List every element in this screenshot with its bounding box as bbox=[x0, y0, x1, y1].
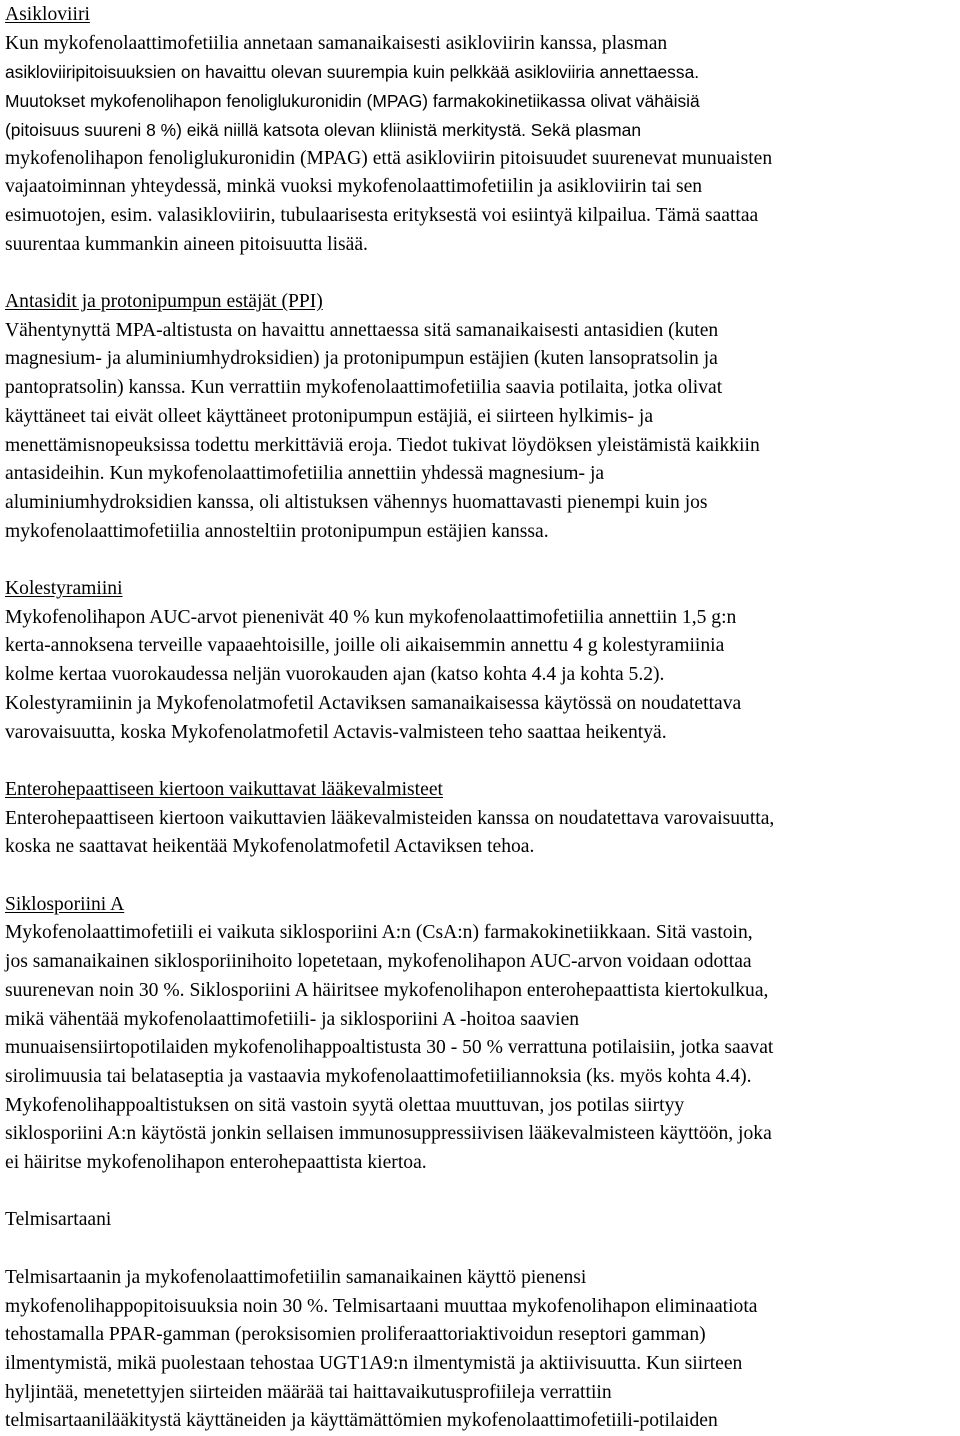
section-asikloviiri bbox=[5, 1, 957, 259]
paragraph-line: Kun mykofenolaattimofetiilia annetaan samanaikaisesti asikloviirin kanssa, plasman bbox=[5, 32, 668, 54]
paragraph-line: suurentaa kummankin aineen pitoisuutta lisää. bbox=[5, 233, 368, 255]
paragraph-line: kolme kertaa vuorokaudessa neljän vuorokauden ajan (katso kohta 4.4 ja kohta 5.2). bbox=[5, 664, 665, 686]
paragraph-line: vajaatoiminnan yhteydessä, minkä vuoksi mykofenolaattimofetiilin ja asikloviirin tai sen bbox=[5, 176, 703, 198]
paragraph-line: mykofenolihappopitoisuuksia noin 30 %. Telmisartaani muuttaa mykofenolihapon eliminaatiota bbox=[5, 1295, 758, 1317]
paragraph-line: siklosporiini A:n käytöstä jonkin sellaisen immunosuppressiivisen lääkevalmisteen käyttöön, joka bbox=[5, 1123, 772, 1145]
paragraph-line: suurenevan noin 30 %. Siklosporiini A häiritsee mykofenolihapon enterohepaattista kiertokulkua, bbox=[5, 979, 769, 1001]
section-heading: Enterohepaattiseen kiertoon vaikuttavat lääkevalmisteet bbox=[5, 778, 443, 800]
paragraph-line: telmisartaanilääkitystä käyttäneiden ja käyttämättömien mykofenolaattimofetiili-potilaiden bbox=[5, 1410, 718, 1432]
paragraph-line: varovaisuutta, koska Mykofenolatmofetil Actavis-valmisteen teho saattaa heikentyä. bbox=[5, 721, 667, 743]
paragraph-line: Mykofenolihapon AUC-arvot pienenivät 40 % kun mykofenolaattimofetiilia annettiin 1,5 g:n bbox=[5, 606, 737, 628]
paragraph-line: munuaisensiirtopotilaiden mykofenolihappoaltistusta 30 - 50 % verrattuna potilaisiin, jotka saavat bbox=[5, 1037, 774, 1059]
paragraph-line: Kolestyramiinin ja Mykofenolatmofetil Actaviksen samanaikaisessa käytössä on noudatettava bbox=[5, 692, 742, 714]
paragraph-line: esimuotojen, esim. valasikloviirin, tubulaarisesta erityksestä voi esiintyä kilpailua. Tämä saattaa bbox=[5, 204, 759, 226]
paragraph-line: Enterohepaattiseen kiertoon vaikuttavien lääkevalmisteiden kanssa on noudatettava varovaisuutta, bbox=[5, 807, 775, 829]
paragraph-line: menettämisnopeuksissa todettu merkittäviä eroja. Tiedot tukivat löydöksen yleistämistä kaikkiin bbox=[5, 434, 760, 456]
paragraph-line: Mykofenolihappoaltistuksen on sitä vastoin syytä olettaa muuttuvan, jos potilas siirtyy bbox=[5, 1094, 685, 1116]
paragraph-line: jos samanaikainen siklosporiinihoito lopetetaan, mykofenolihapon AUC-arvon voidaan odottaa bbox=[5, 951, 752, 973]
paragraph-line: tehostamalla PPAR-gamman (peroksisomien proliferaattoriaktivoidun reseptori gamman) bbox=[5, 1324, 706, 1346]
paragraph-line: aluminiumhydroksidien kanssa, oli altistuksen vähennys huomattavasti pienempi kuin jos bbox=[5, 491, 708, 513]
section-siklosporiini bbox=[5, 891, 957, 1178]
section-spacer bbox=[5, 259, 957, 288]
paragraph-line: asikloviiripitoisuuksien on havaittu olevan suurempia kuin pelkkää asikloviiria annettaessa. bbox=[5, 62, 700, 83]
section-heading: Asikloviiri bbox=[5, 4, 90, 25]
section-enterohepaattinen bbox=[5, 776, 957, 862]
paragraph-line: ei häiritse mykofenolihapon enterohepaattista kiertoa. bbox=[5, 1152, 427, 1174]
section-kolestyramiini bbox=[5, 575, 957, 747]
paragraph-line: mykofenolihapon fenoliglukuronidin (MPAG) että asikloviirin pitoisuudet suurenevat munuaisten bbox=[5, 147, 773, 169]
paragraph-line: kerta-annoksena terveille vapaaehtoisille, joille oli aikaisemmin annettu 4 g kolestyramiinia bbox=[5, 635, 725, 657]
paragraph-line: antasideihin. Kun mykofenolaattimofetiilia annettiin yhdessä magnesium- ja bbox=[5, 463, 605, 485]
section-heading: Kolestyramiini bbox=[5, 578, 123, 600]
section-spacer bbox=[5, 747, 957, 776]
paragraph-line: pantopratsolin) kanssa. Kun verrattiin mykofenolaattimofetiilia saavia potilaita, jotka olivat bbox=[5, 377, 723, 399]
section-spacer bbox=[5, 862, 957, 891]
section-spacer bbox=[5, 546, 957, 575]
paragraph-line: mykofenolaattimofetiilia annosteltiin protonipumpun estäjien kanssa. bbox=[5, 520, 549, 542]
document-page bbox=[5, 1, 957, 1436]
paragraph-line: sirolimuusia tai belataseptia ja vastaavia mykofenolaattimofetiiliannoksia (ks. myös kohta 4.4). bbox=[5, 1065, 752, 1087]
section-heading: Antasidit ja protonipumpun estäjät (PPI) bbox=[5, 291, 323, 313]
paragraph-line: Vähentynyttä MPA-altistusta on havaittu annettaessa sitä samanaikaisesti antasidien (kuten bbox=[5, 319, 719, 341]
paragraph-line: Muutokset mykofenolihapon fenoliglukuronidin (MPAG) farmakokinetiikassa olivat vähäisiä bbox=[5, 91, 700, 112]
paragraph-line: magnesium- ja aluminiumhydroksidien) ja protonipumpun estäjien (kuten lansopratsolin ja bbox=[5, 348, 718, 370]
paragraph-line: Mykofenolaattimofetiili ei vaikuta siklosporiini A:n (CsA:n) farmakokinetiikkaan. Sitä vastoin, bbox=[5, 922, 753, 944]
paragraph-blank-line bbox=[5, 1235, 957, 1264]
paragraph-line: mikä vähentää mykofenolaattimofetiili- ja siklosporiini A -hoitoa saavien bbox=[5, 1008, 580, 1030]
paragraph-line: (pitoisuus suureni 8 %) eikä niillä katsota olevan kliinistä merkitystä. Sekä plasman bbox=[5, 119, 642, 140]
section-heading: Siklosporiini A bbox=[5, 893, 125, 915]
section-antasidit bbox=[5, 288, 957, 546]
paragraph-line: hyljintää, menetettyjen siirteiden määrää tai haittavaikutusprofiileja verrattiin bbox=[5, 1381, 612, 1403]
paragraph-line: ilmentymistä, mikä puolestaan tehostaa UGT1A9:n ilmentymistä ja aktiivisuutta. Kun siirteen bbox=[5, 1352, 743, 1374]
paragraph-line: käyttäneet tai eivät olleet käyttäneet protonipumpun estäjiä, ei siirteen hylkimis- ja bbox=[5, 405, 654, 427]
paragraph-line: koska ne saattavat heikentää Mykofenolatmofetil Actaviksen tehoa. bbox=[5, 836, 535, 858]
paragraph-line: Telmisartaanin ja mykofenolaattimofetiilin samanaikainen käyttö pienensi bbox=[5, 1266, 587, 1288]
section-telmisartaani bbox=[5, 1206, 957, 1436]
section-heading: Telmisartaani bbox=[5, 1209, 112, 1231]
section-spacer bbox=[5, 1178, 957, 1207]
